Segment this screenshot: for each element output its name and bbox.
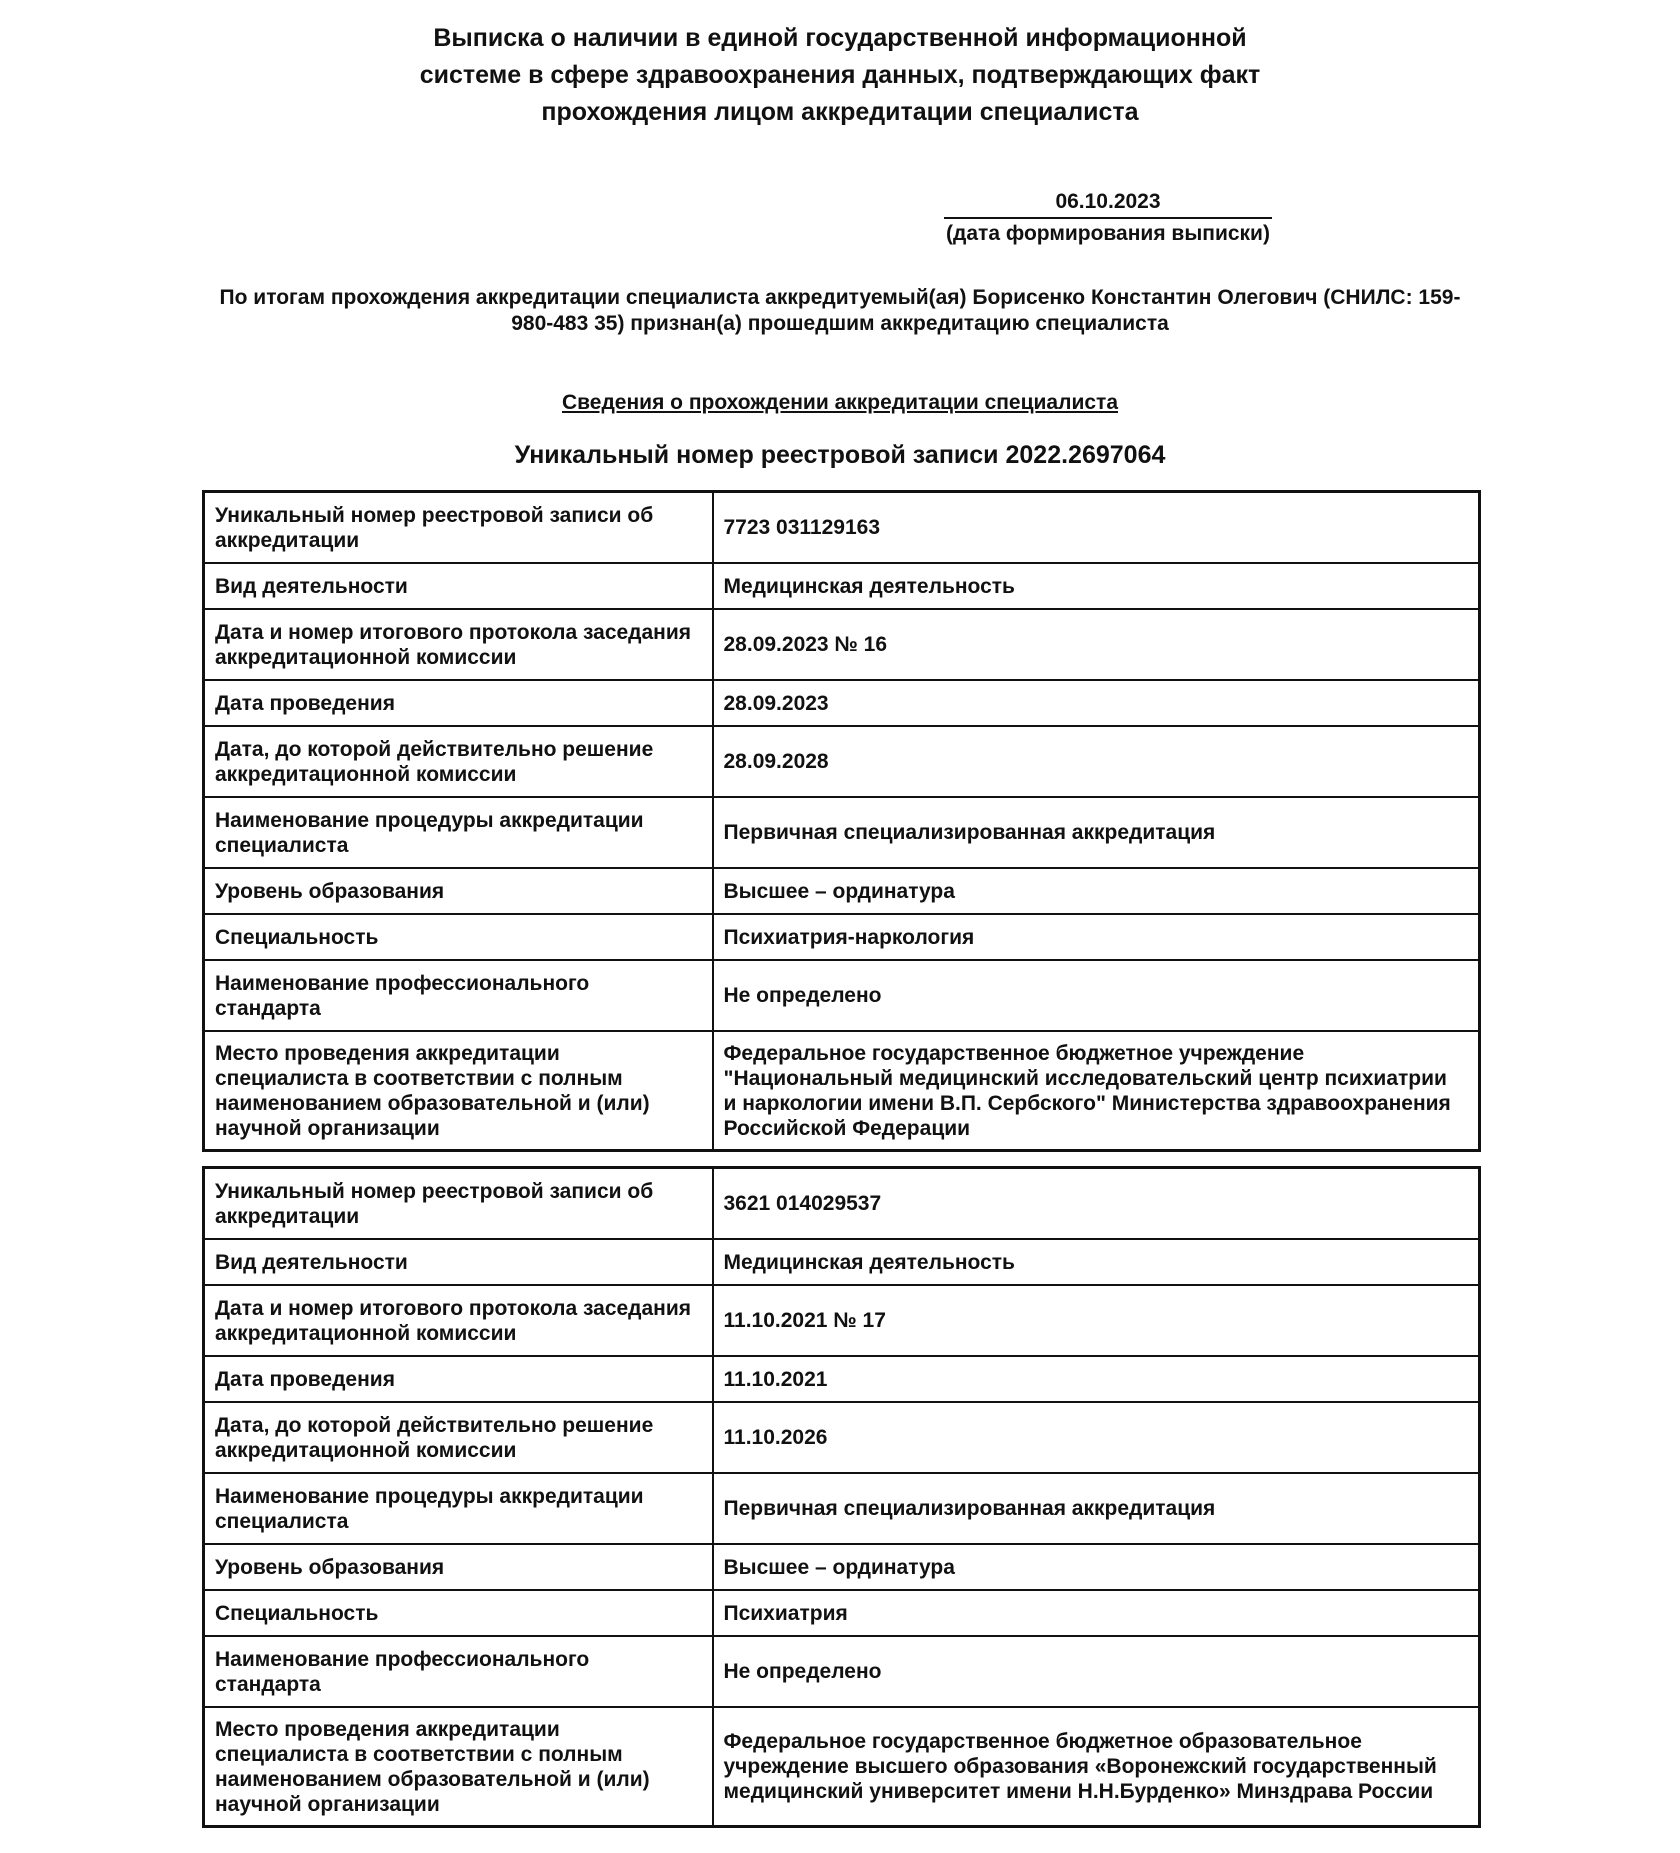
title-line: Выписка о наличии в единой государственной информационной	[433, 24, 1247, 52]
document-title	[340, 20, 1340, 131]
prof-standard-value: Не определено	[713, 960, 1480, 1031]
row-label: Дата и номер итогового протокола заседания аккредитационной комиссии	[204, 1285, 713, 1356]
venue-value: Федеральное государственное бюджетное учреждение "Национальный медицинский исследовательский центр психиатрии и наркологии имени В.П. Сербского" Министерства здравоохранения Российской Федерации	[713, 1031, 1480, 1151]
extract-date: 06.10.2023	[944, 188, 1272, 219]
row-label: Уникальный номер реестровой записи об аккредитации	[204, 492, 713, 564]
table-row	[204, 1356, 1480, 1402]
registry-number-heading: Уникальный номер реестровой записи 2022.2697064	[514, 441, 1166, 469]
table-row	[204, 726, 1480, 797]
row-label: Наименование процедуры аккредитации специалиста	[204, 1473, 713, 1544]
accreditation-statement	[205, 285, 1475, 337]
held-date-value: 28.09.2023	[713, 680, 1480, 726]
table-row	[204, 1402, 1480, 1473]
table-row	[204, 563, 1480, 609]
row-label: Вид деятельности	[204, 1239, 713, 1285]
table-row	[204, 1239, 1480, 1285]
education-level-value: Высшее – ординатура	[713, 1544, 1480, 1590]
procedure-value: Первичная специализированная аккредитация	[713, 797, 1480, 868]
table-row	[204, 1636, 1480, 1707]
table-row	[204, 609, 1480, 680]
held-date-value: 11.10.2021	[713, 1356, 1480, 1402]
table-row	[204, 1168, 1480, 1240]
row-label: Уровень образования	[204, 868, 713, 914]
table-row	[204, 1544, 1480, 1590]
extract-date-caption: (дата формирования выписки)	[946, 222, 1270, 245]
activity-type-value: Медицинская деятельность	[713, 563, 1480, 609]
row-label: Место проведения аккредитации специалиста в соответствии с полным наименованием образовательной и (или) научной организации	[204, 1031, 713, 1151]
table-row	[204, 680, 1480, 726]
protocol-value: 28.09.2023 № 16	[713, 609, 1480, 680]
row-label: Дата проведения	[204, 680, 713, 726]
table-row	[204, 1285, 1480, 1356]
activity-type-value: Медицинская деятельность	[713, 1239, 1480, 1285]
row-label: Специальность	[204, 914, 713, 960]
row-label: Место проведения аккредитации специалиста в соответствии с полным наименованием образовательной и (или) научной организации	[204, 1707, 713, 1827]
statement-line: По итогам прохождения аккредитации специалиста аккредитуемый(ая) Борисенко Константин Олегович (СНИЛС: 159-	[219, 286, 1461, 309]
accreditation-record-table	[202, 1166, 1481, 1828]
specialty-value: Психиатрия-наркология	[713, 914, 1480, 960]
table-row	[204, 1590, 1480, 1636]
extract-date-block	[944, 188, 1272, 248]
valid-until-value: 28.09.2028	[713, 726, 1480, 797]
prof-standard-value: Не определено	[713, 1636, 1480, 1707]
row-label: Уникальный номер реестровой записи об аккредитации	[204, 1168, 713, 1240]
row-label: Наименование процедуры аккредитации специалиста	[204, 797, 713, 868]
row-label: Вид деятельности	[204, 563, 713, 609]
statement-line: 980-483 35) признан(а) прошедшим аккредитацию специалиста	[511, 312, 1169, 335]
title-line: системе в сфере здравоохранения данных, подтверждающих факт	[419, 61, 1261, 89]
protocol-value: 11.10.2021 № 17	[713, 1285, 1480, 1356]
record-number-value: 7723 031129163	[713, 492, 1480, 564]
section-title: Сведения о прохождении аккредитации специалиста	[562, 391, 1118, 414]
specialty-value: Психиатрия	[713, 1590, 1480, 1636]
procedure-value: Первичная специализированная аккредитация	[713, 1473, 1480, 1544]
row-label: Наименование профессионального стандарта	[204, 960, 713, 1031]
table-row	[204, 914, 1480, 960]
table-row	[204, 1031, 1480, 1151]
row-label: Дата и номер итогового протокола заседания аккредитационной комиссии	[204, 609, 713, 680]
education-level-value: Высшее – ординатура	[713, 868, 1480, 914]
table-row	[204, 960, 1480, 1031]
record-number-value: 3621 014029537	[713, 1168, 1480, 1240]
row-label: Дата проведения	[204, 1356, 713, 1402]
row-label: Наименование профессионального стандарта	[204, 1636, 713, 1707]
valid-until-value: 11.10.2026	[713, 1402, 1480, 1473]
table-row	[204, 1707, 1480, 1827]
title-line: прохождения лицом аккредитации специалиста	[541, 98, 1139, 126]
accreditation-record-table	[202, 490, 1481, 1152]
table-row	[204, 492, 1480, 564]
table-row	[204, 1473, 1480, 1544]
venue-value: Федеральное государственное бюджетное образовательное учреждение высшего образования «Воронежский государственный медицинский университет имени Н.Н.Бурденко» Минздрава России	[713, 1707, 1480, 1827]
row-label: Дата, до которой действительно решение аккредитационной комиссии	[204, 726, 713, 797]
row-label: Специальность	[204, 1590, 713, 1636]
row-label: Уровень образования	[204, 1544, 713, 1590]
table-row	[204, 797, 1480, 868]
table-row	[204, 868, 1480, 914]
row-label: Дата, до которой действительно решение аккредитационной комиссии	[204, 1402, 713, 1473]
